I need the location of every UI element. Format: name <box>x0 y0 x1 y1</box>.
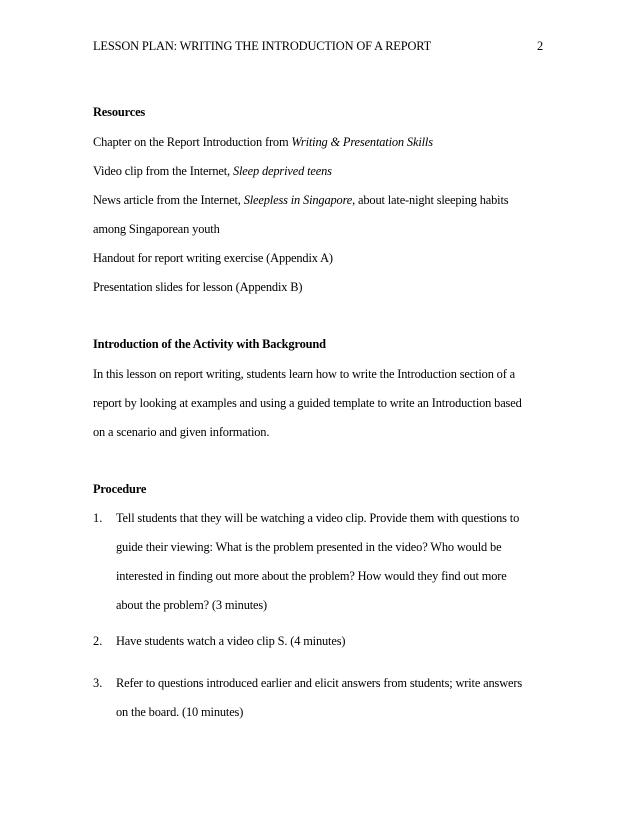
procedure-step-line: Tell students that they will be watching a video clip. Provide them with questions to <box>116 511 520 525</box>
introduction-line-1: In this lesson on report writing, students learn how to write the Introduction section of a <box>93 367 516 381</box>
procedure-step-line: Have students watch a video clip S. (4 minutes) <box>116 634 346 648</box>
introduction-heading: Introduction of the Activity with Background <box>93 337 326 351</box>
procedure-step-line: interested in finding out more about the problem? How would they find out more <box>116 569 507 583</box>
running-head: LESSON PLAN: WRITING THE INTRODUCTION OF A REPORT <box>93 39 432 53</box>
resources-heading: Resources <box>93 105 146 119</box>
resource-item-news-prefix: News article from the Internet, <box>93 193 244 207</box>
procedure-step-line: about the problem? (3 minutes) <box>116 598 268 612</box>
resource-item-chapter-prefix: Chapter on the Report Introduction from <box>93 135 292 149</box>
introduction-line-3: on a scenario and given information. <box>93 425 270 439</box>
resource-item-news-suffix: about late-night sleeping habits <box>355 193 509 207</box>
resource-item-video-prefix: Video clip from the Internet, <box>93 164 233 178</box>
procedure-step-number: 2. <box>93 634 103 648</box>
resource-item-news <box>93 191 508 209</box>
resource-item-handout: Handout for report writing exercise (Appendix A) <box>93 251 333 265</box>
page-number: 2 <box>537 39 544 53</box>
resource-item-news-cont: among Singaporean youth <box>93 222 220 236</box>
resource-item-video <box>93 162 332 180</box>
procedure-step-line: on the board. (10 minutes) <box>116 705 244 719</box>
procedure-step-number: 1. <box>93 511 103 525</box>
resource-item-chapter-title: Writing & Presentation Skills <box>291 135 433 149</box>
procedure-heading: Procedure <box>93 482 147 496</box>
resource-item-news-title: Sleepless in Singapore, <box>243 193 356 207</box>
resource-item-slides: Presentation slides for lesson (Appendix B) <box>93 280 303 294</box>
procedure-step-number: 3. <box>93 676 103 690</box>
procedure-step-line: guide their viewing: What is the problem presented in the video? Who would be <box>116 540 502 554</box>
introduction-line-2: report by looking at examples and using a guided template to write an Introduction based <box>93 396 522 410</box>
resource-item-chapter <box>93 133 433 151</box>
resource-item-video-title: Sleep deprived teens <box>232 164 332 178</box>
procedure-step-line: Refer to questions introduced earlier and elicit answers from students; write answers <box>116 676 522 690</box>
